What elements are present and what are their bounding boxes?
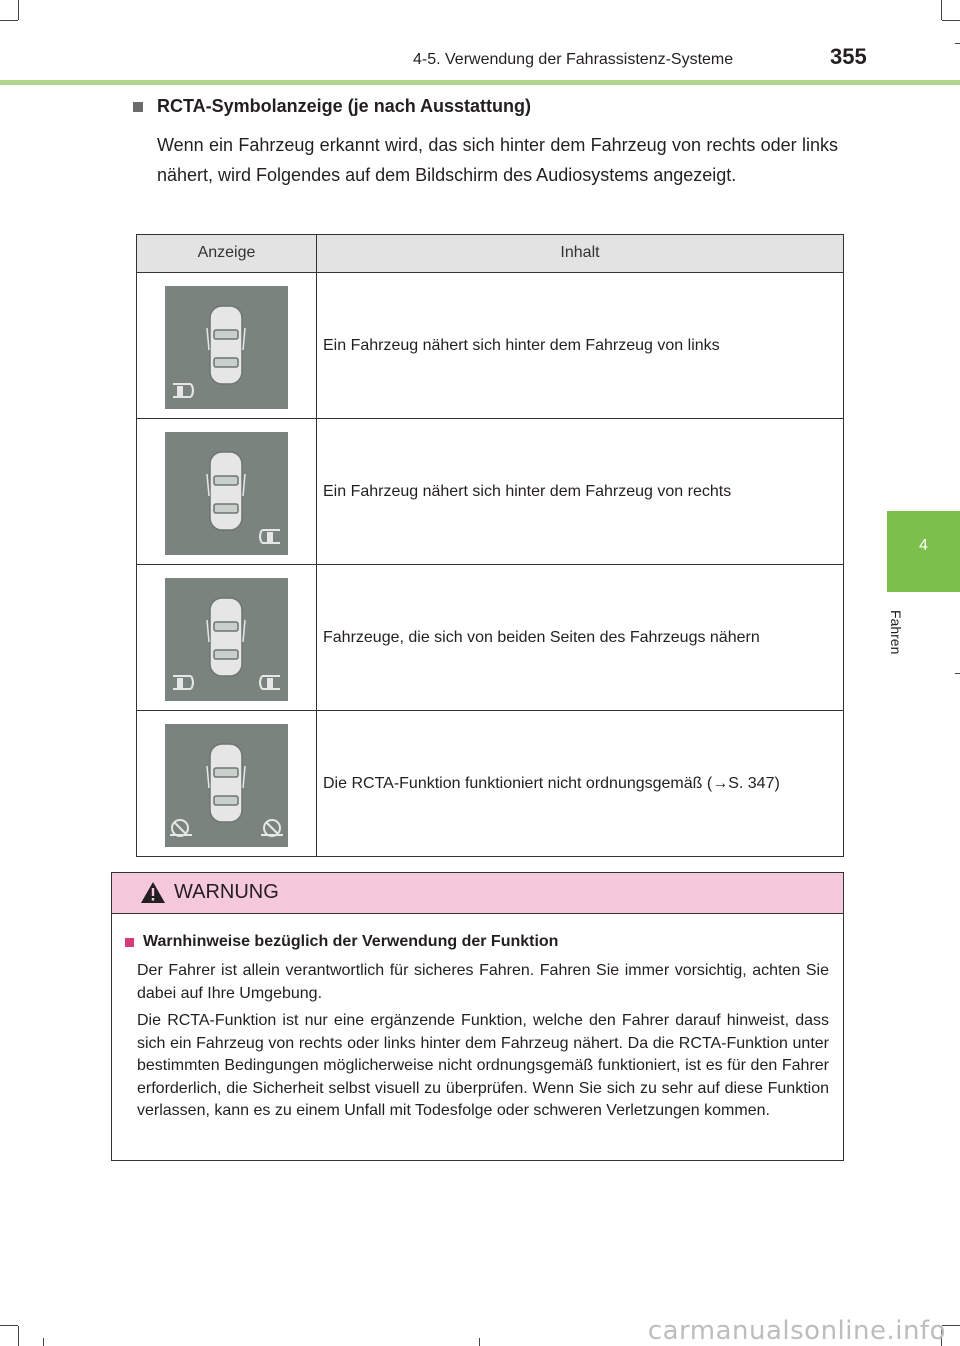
crop-mark bbox=[479, 1338, 480, 1346]
rcta-indicator-table bbox=[136, 234, 844, 857]
column-header-anzeige: Anzeige bbox=[137, 235, 317, 273]
warning-box bbox=[111, 872, 844, 1161]
rcta-left-icon bbox=[165, 286, 288, 409]
rcta-malfunction-icon bbox=[165, 724, 288, 847]
rcta-right-icon bbox=[165, 432, 288, 555]
chapter-number: 4 bbox=[919, 537, 928, 554]
table-row bbox=[137, 565, 843, 711]
crop-mark bbox=[43, 1338, 44, 1346]
indicator-cell bbox=[137, 711, 317, 857]
crop-mark bbox=[941, 0, 942, 20]
indicator-description: Die RCTA-Funktion funktioniert nicht ordnungsgemäß (→S. 347) bbox=[323, 775, 780, 792]
table-row bbox=[137, 419, 843, 565]
warning-subheading-text: Warnhinweise bezüglich der Verwendung der Funktion bbox=[143, 933, 559, 950]
warning-paragraph: Der Fahrer ist allein verantwortlich für sicheres Fahren. Fahren Sie immer vorsichtig, achten Sie dabei auf Ihre Umgebung. bbox=[137, 962, 829, 1002]
square-bullet-icon bbox=[125, 938, 134, 947]
rcta-both-icon bbox=[165, 578, 288, 701]
page-number: 355 bbox=[830, 44, 867, 69]
intro-paragraph: Wenn ein Fahrzeug erkannt wird, das sich hinter dem Fahrzeug von rechts oder links nähert, wird Folgendes auf dem Bildschirm des Audiosystems angezeigt. bbox=[157, 135, 838, 185]
crop-mark bbox=[0, 1325, 18, 1326]
section-heading bbox=[133, 96, 531, 117]
crop-mark bbox=[955, 43, 960, 44]
chapter-label-box bbox=[889, 610, 919, 670]
running-header: 4-5. Verwendung der Fahrassistenz-Systeme bbox=[413, 51, 734, 68]
crop-mark bbox=[955, 673, 960, 674]
indicator-cell bbox=[137, 565, 317, 710]
indicator-cell bbox=[137, 419, 317, 564]
chapter-tab bbox=[887, 511, 960, 592]
crop-mark bbox=[18, 1326, 19, 1346]
crop-mark bbox=[0, 20, 18, 21]
warning-title: WARNUNG bbox=[174, 881, 279, 903]
header-rule bbox=[0, 80, 960, 85]
watermark: carmanualsonline.info bbox=[647, 1316, 946, 1346]
table-row bbox=[137, 273, 843, 419]
warning-header bbox=[112, 873, 843, 914]
chapter-label: Fahren bbox=[888, 610, 904, 655]
warning-subheading bbox=[125, 933, 558, 951]
indicator-description: Ein Fahrzeug nähert sich hinter dem Fahrzeug von links bbox=[323, 337, 720, 354]
indicator-description: Ein Fahrzeug nähert sich hinter dem Fahrzeug von rechts bbox=[323, 483, 732, 500]
column-header-inhalt: Inhalt bbox=[317, 235, 843, 273]
warning-triangle-icon bbox=[140, 881, 166, 904]
table-row bbox=[137, 711, 843, 857]
section-heading-text: RCTA-Symbolanzeige (je nach Ausstattung) bbox=[157, 96, 532, 116]
warning-paragraph: Die RCTA-Funktion ist nur eine ergänzende Funktion, welche den Fahrer darauf hinweist, dass sich ein Fahrzeug von rechts oder links hinter dem Fahrzeug nähert. Da die RCTA-Funktion unter bestimmten Bedingungen möglicherweise nicht ordnungsgemäß funktioniert, ist es für den Fahrer erforderlich, die Sicherheit selbst visuell zu überprüfen. Wenn Sie sich zu sehr auf diese Funktion verlassen, kann es zu einem Unfall mit Todesfolge oder schweren Verletzungen kommen. bbox=[137, 1012, 829, 1119]
crop-mark bbox=[18, 0, 19, 20]
crop-mark bbox=[942, 20, 960, 21]
square-bullet-icon bbox=[133, 102, 143, 112]
indicator-cell bbox=[137, 273, 317, 418]
indicator-description: Fahrzeuge, die sich von beiden Seiten des Fahrzeugs nähern bbox=[323, 629, 760, 646]
